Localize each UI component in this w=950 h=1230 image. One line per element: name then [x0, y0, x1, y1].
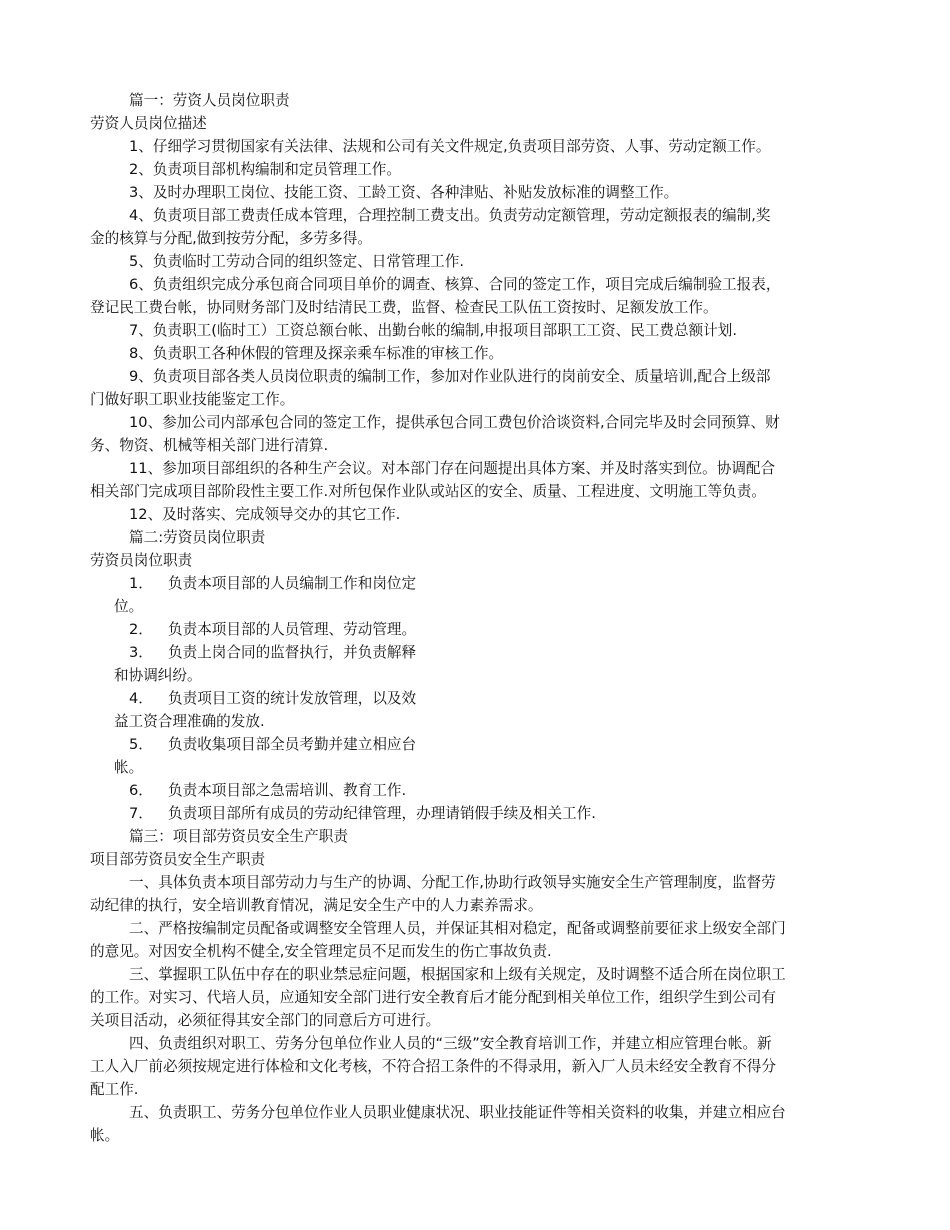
list-continuation: 益工资合理准确的发放.	[114, 713, 265, 730]
section1-item	[90, 135, 860, 158]
section3-item-3-line3: 关项目活动，必须征得其安全部门的同意后方可进行。	[90, 1012, 441, 1029]
section1-item	[90, 250, 860, 273]
section3-item-1-line2: 动纪律的执行，安全培训教育情况，满足安全生产中的人力素养需求。	[90, 897, 543, 914]
list-text: 负责本项目部的人员编制工作和岗位定	[168, 575, 417, 592]
section1-item-7-line1: 7、负责职工(临时工）工资总额台帐、出勤台帐的编制,申报项目部职工工资、民工费总额计划.	[129, 322, 738, 339]
section2-item	[90, 733, 860, 779]
section2-heading: 篇二:劳资员岗位职责	[129, 529, 266, 546]
list-number: 7．	[129, 805, 153, 822]
section1-item-11-line2: 相关部门完成项目部阶段性主要工作.对所包保作业队或站区的安全、质量、工程进度、文明施工等负责。	[90, 483, 766, 500]
list-number: 1．	[129, 575, 153, 592]
section2-item	[90, 779, 860, 802]
list-text: 负责本项目部的人员管理、劳动管理。	[168, 621, 417, 638]
section1-item-4-line1: 4、负责项目部工费责任成本管理，合理控制工费支出。负责劳动定额管理，劳动定额报表的编制,奖	[129, 207, 771, 224]
section3-subheading: 项目部劳资员安全生产职责	[90, 851, 266, 868]
section1-item-4-line2: 金的核算与分配,做到按劳分配，多劳多得。	[90, 230, 372, 247]
section1-item-2-line1: 2、负责项目部机构编制和定员管理工作。	[129, 161, 401, 178]
section3-item-3-line2: 的工作。对实习、代培人员，应通知安全部门进行安全教育后才能分配到相关单位工作，组织学生到公司有	[90, 989, 776, 1006]
section1-item-3-line1: 3、及时办理职工岗位、技能工资、工龄工资、各种津贴、补贴发放标准的调整工作。	[129, 184, 679, 201]
section3-item	[90, 1101, 860, 1147]
list-number: 3．	[129, 644, 153, 661]
section3-item-4-line2: 工人入厂前必须按规定进行体检和文化考核，不符合招工条件的不得录用，新入厂人员未经安全教育不得分	[90, 1058, 776, 1075]
section3-item-5-line1: 五、负责职工、劳务分包单位作业人员职业健康状况、职业技能证件等相关资料的收集，并建立相应台	[129, 1104, 786, 1121]
section1-heading: 篇一：劳资人员岗位职责	[129, 92, 290, 109]
section2-item	[90, 641, 860, 687]
section3-item	[90, 871, 860, 917]
section2-item	[90, 687, 860, 733]
section1-item	[90, 365, 860, 411]
section1-item-9-line1: 9、负责项目部各类人员岗位职责的编制工作，参加对作业队进行的岗前安全、质量培训,配合上级部	[129, 368, 771, 385]
section3-item	[90, 917, 860, 963]
section3-item-4-line1: 四、负责组织对职工、劳务分包单位作业人员的“三级”安全教育培训工作，并建立相应管理台帐。新	[129, 1035, 772, 1052]
section3-item	[90, 1032, 860, 1101]
list-continuation: 帐。	[114, 759, 144, 776]
section1-item	[90, 273, 860, 319]
section2-item	[90, 802, 860, 825]
list-text: 负责本项目部之急需培训、教育工作.	[168, 782, 407, 799]
list-number: 2．	[129, 621, 153, 638]
list-continuation: 位。	[114, 598, 144, 615]
section1-item-10-line1: 10、参加公司内部承包合同的签定工作，提供承包合同工费包价洽谈资料,合同完毕及时会同预算、财	[129, 414, 780, 431]
list-text: 负责上岗合同的监督执行，并负责解释	[168, 644, 417, 661]
list-number: 5．	[129, 736, 153, 753]
section1-item-8-line1: 8、负责职工各种休假的管理及探亲乘车标准的审核工作。	[129, 345, 504, 362]
section1-item-11-line1: 11、参加项目部组织的各种生产会议。对本部门存在问题提出具体方案、并及时落实到位。协调配合	[129, 460, 776, 477]
section1-item	[90, 411, 860, 457]
section2-item	[90, 572, 860, 618]
list-text: 负责项目部所有成员的劳动纪律管理，办理请销假手续及相关工作.	[168, 805, 596, 822]
section3-item-2-line2: 的意见。对因安全机构不健全,安全管理定员不足而发生的伤亡事故负责.	[90, 943, 552, 960]
document-page	[90, 89, 860, 1147]
section1-item	[90, 158, 860, 181]
section1-item	[90, 457, 860, 503]
section2-item	[90, 618, 860, 641]
section3-item-3-line1: 三、掌握职工队伍中存在的职业禁忌症问题，根据国家和上级有关规定，及时调整不适合所在岗位职工	[129, 966, 786, 983]
section1-item	[90, 503, 860, 526]
section3-item	[90, 963, 860, 1032]
section1-item	[90, 204, 860, 250]
list-text: 负责项目工资的统计发放管理，以及效	[168, 690, 417, 707]
section1-item-6-line1: 6、负责组织完成分承包商合同项目单价的调查、核算、合同的签定工作，项目完成后编制验工报表，	[129, 276, 781, 293]
section1-item-12-line1: 12、及时落实、完成领导交办的其它工作.	[129, 506, 401, 523]
section2-subheading: 劳资员岗位职责	[90, 552, 193, 569]
section1-item	[90, 342, 860, 365]
section1-subheading: 劳资人员岗位描述	[90, 115, 207, 132]
section1-item-9-line2: 门做好职工职业技能鉴定工作。	[90, 391, 295, 408]
list-continuation: 和协调纠纷。	[114, 667, 202, 684]
section3-item-1-line1: 一、具体负责本项目部劳动力与生产的协调、分配工作,协助行政领导实施安全生产管理制度，监督劳	[129, 874, 776, 891]
section3-item-4-line3: 配工作.	[90, 1081, 139, 1098]
section1-item-6-line2: 登记民工费台帐，协同财务部门及时结清民工费，监督、检查民工队伍工资按时、足额发放工作。	[90, 299, 718, 316]
section3-item-2-line1: 二、严格按编制定员配备或调整安全管理人员，并保证其相对稳定，配备或调整前要征求上级安全部门	[129, 920, 786, 937]
section1-item-5-line1: 5、负责临时工劳动合同的组织签定、日常管理工作.	[129, 253, 464, 270]
section3-item-5-line2: 帐。	[90, 1127, 120, 1144]
list-number: 4．	[129, 690, 153, 707]
section1-item	[90, 319, 860, 342]
section1-item-10-line2: 务、物资、机械等相关部门进行清算.	[90, 437, 329, 454]
section1-item-1-line1: 1、仔细学习贯彻国家有关法律、法规和公司有关文件规定,负责项目部劳资、人事、劳动定额工作。	[129, 138, 771, 155]
list-text: 负责收集项目部全员考勤并建立相应台	[168, 736, 417, 753]
section1-item	[90, 181, 860, 204]
list-number: 6．	[129, 782, 153, 799]
section3-heading: 篇三：项目部劳资员安全生产职责	[129, 828, 348, 845]
